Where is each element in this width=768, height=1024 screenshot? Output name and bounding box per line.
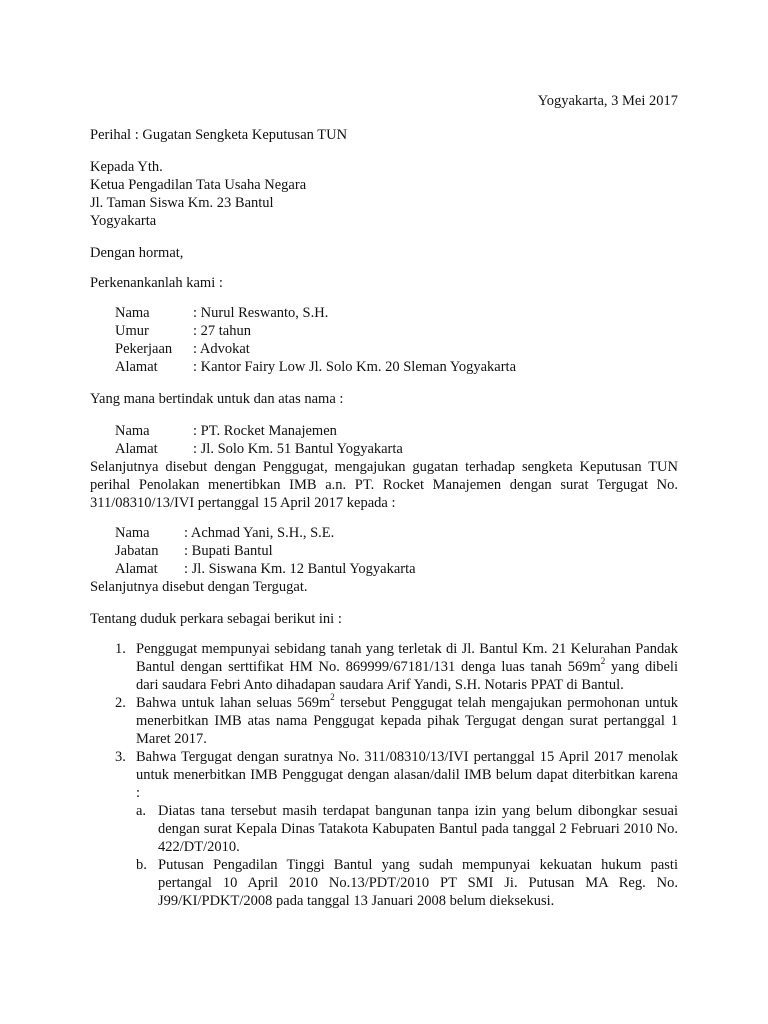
greeting: Dengan hormat, <box>90 245 184 261</box>
field-value: : Nurul Reswanto, S.H. <box>193 305 329 321</box>
list-number: 3. <box>115 749 126 765</box>
list-item: Bahwa untuk lahan seluas $569m^2$ tersebut Penggugat telah mengajukan permohonan untuk menerbitkan IMB atas nama Penggugat kepada pihak Tergugat dengan surat pertanggal 1 Maret 2017. <box>136 692 678 747</box>
intro-line: Perkenankanlah kami : <box>90 275 223 291</box>
list-item: Penggugat mempunyai sebidang tanah yang terletak di Jl. Bantul Km. 21 Kelurahan Pandak Bantul dengan serttifikat HM No. 869999/67181/131 denga luas tanah $569m^2$ yang dibeli dari saudara Febri Anto dihadapan saudara Arif Yandi, S.H. Notaris PPAT di Bantul. <box>136 641 678 693</box>
case-intro: Tentang duduk perkara sebagai berikut ini : <box>90 611 342 627</box>
field-label: Nama <box>115 305 150 321</box>
field-label: Jabatan <box>115 543 159 559</box>
list-item: Bahwa Tergugat dengan suratnya No. 311/08310/13/IVI pertanggal 15 April 2017 menolak untuk menerbitkan IMB Penggugat dengan alasan/dalil IMB belum dapat diterbitkan karena : <box>136 749 678 801</box>
field-value: : PT. Rocket Manajemen <box>193 423 337 439</box>
sublist-letter: b. <box>136 857 147 873</box>
field-value: : Achmad Yani, S.H., S.E. <box>184 525 335 541</box>
recipient-line-2: Ketua Pengadilan Tata Usaha Negara <box>90 177 307 193</box>
field-label: Nama <box>115 525 150 541</box>
recipient-line-4: Yogyakarta <box>90 213 157 229</box>
field-value: : 27 tahun <box>193 323 251 339</box>
field-value: : Kantor Fairy Low Jl. Solo Km. 20 Sleman Yogyakarta <box>193 359 517 375</box>
list-number: 1. <box>115 641 126 657</box>
field-label: Pekerjaan <box>115 341 173 357</box>
recipient-line-3: Jl. Taman Siswa Km. 23 Bantul <box>90 195 274 211</box>
field-label: Alamat <box>115 441 158 457</box>
field-value: : Jl. Solo Km. 51 Bantul Yogyakarta <box>193 441 403 457</box>
recipient-line-1: Kepada Yth. <box>90 159 163 175</box>
field-label: Umur <box>115 323 149 339</box>
field-value: : Jl. Siswana Km. 12 Bantul Yogyakarta <box>184 561 416 577</box>
place-date: Yogyakarta, 3 Mei 2017 <box>537 93 678 109</box>
field-label: Nama <box>115 423 150 439</box>
list-number: 2. <box>115 695 126 711</box>
field-value: : Bupati Bantul <box>184 543 273 559</box>
sublist-letter: a. <box>136 803 147 819</box>
defendant-paragraph: Selanjutnya disebut dengan Tergugat. <box>90 579 308 595</box>
on-behalf-line: Yang mana bertindak untuk dan atas nama : <box>90 391 344 407</box>
sublist-item: Putusan Pengadilan Tinggi Bantul yang sudah mempunyai kekuatan hukum pasti pertangal 10 April 2010 No.13/PDT/2010 PT SMI Ji. Putusan MA Reg. No. J99/KI/PDKT/2008 pada tanggal 13 Januari 2008 belum dieksekusi. <box>158 857 678 909</box>
field-label: Alamat <box>115 359 158 375</box>
field-value: : Advokat <box>193 341 250 357</box>
sublist-item: Diatas tana tersebut masih terdapat bangunan tanpa izin yang belum dibongkar sesuai dengan surat Kepala Dinas Tatakota Kabupaten Bantul pada tanggal 2 Februari 2010 No. 422/DT/2010. <box>158 803 678 855</box>
subject-line: Perihal : Gugatan Sengketa Keputusan TUN <box>90 127 348 143</box>
plaintiff-paragraph: Selanjutnya disebut dengan Penggugat, mengajukan gugatan terhadap sengketa Keputusan TUN perihal Penolakan menertibkan IMB a.n. PT. Rocket Manajemen dengan surat Tergugat No. 311/08310/13/IVI pertanggal 15 April 2017 kepada : <box>90 459 678 511</box>
field-label: Alamat <box>115 561 158 577</box>
